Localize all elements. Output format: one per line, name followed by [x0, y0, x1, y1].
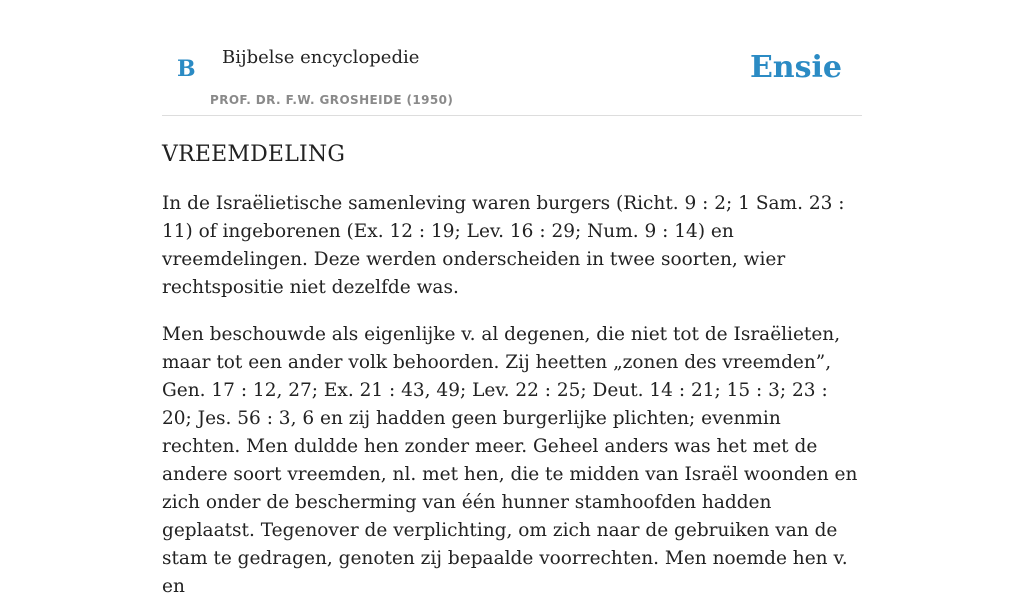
book-title[interactable]: Bijbelse encyclopedie — [222, 47, 420, 68]
ensie-logo[interactable]: Ensie — [749, 50, 842, 85]
book-icon[interactable]: B — [177, 56, 196, 82]
book-author: PROF. DR. F.W. GROSHEIDE (1950) — [210, 93, 454, 107]
page — [162, 0, 862, 601]
book-header — [162, 0, 862, 116]
article-body — [162, 190, 862, 601]
article-paragraph: Men beschouwde als eigenlijke v. al degenen, die niet tot de Israëlieten, maar tot een ander volk behoorden. Zij heetten „zonen des vreemden”, Gen. 17 : 12, 27; Ex. 21 : 43, 49; Lev. 22 : 25; Deut. 14 : 21; 15 : 3; 23 : 20; Jes. 56 : 3, 6 en zij hadden geen burgerlijke plichten; evenmin rechten. Men duldde hen zonder meer. Geheel anders was het met de andere soort vreemden, nl. met hen, die te midden van Israël woonden en zich onder de bescherming van één hunner stamhoofden hadden geplaatst. Tegenover de verplichting, om zich naar de gebruiken van de stam te gedragen, genoten zij bepaalde voorrechten. Men noemde hen v. en — [162, 324, 858, 597]
lemma-title: VREEMDELING — [162, 142, 346, 167]
article-paragraph: In de Israëlietische samenleving waren burgers (Richt. 9 : 2; 1 Sam. 23 : 11) of ingeborenen (Ex. 12 : 19; Lev. 16 : 29; Num. 9 : 14) en vreemdelingen. Deze werden onderscheiden in twee soorten, wier rechtspositie niet dezelfde was. — [162, 193, 845, 298]
